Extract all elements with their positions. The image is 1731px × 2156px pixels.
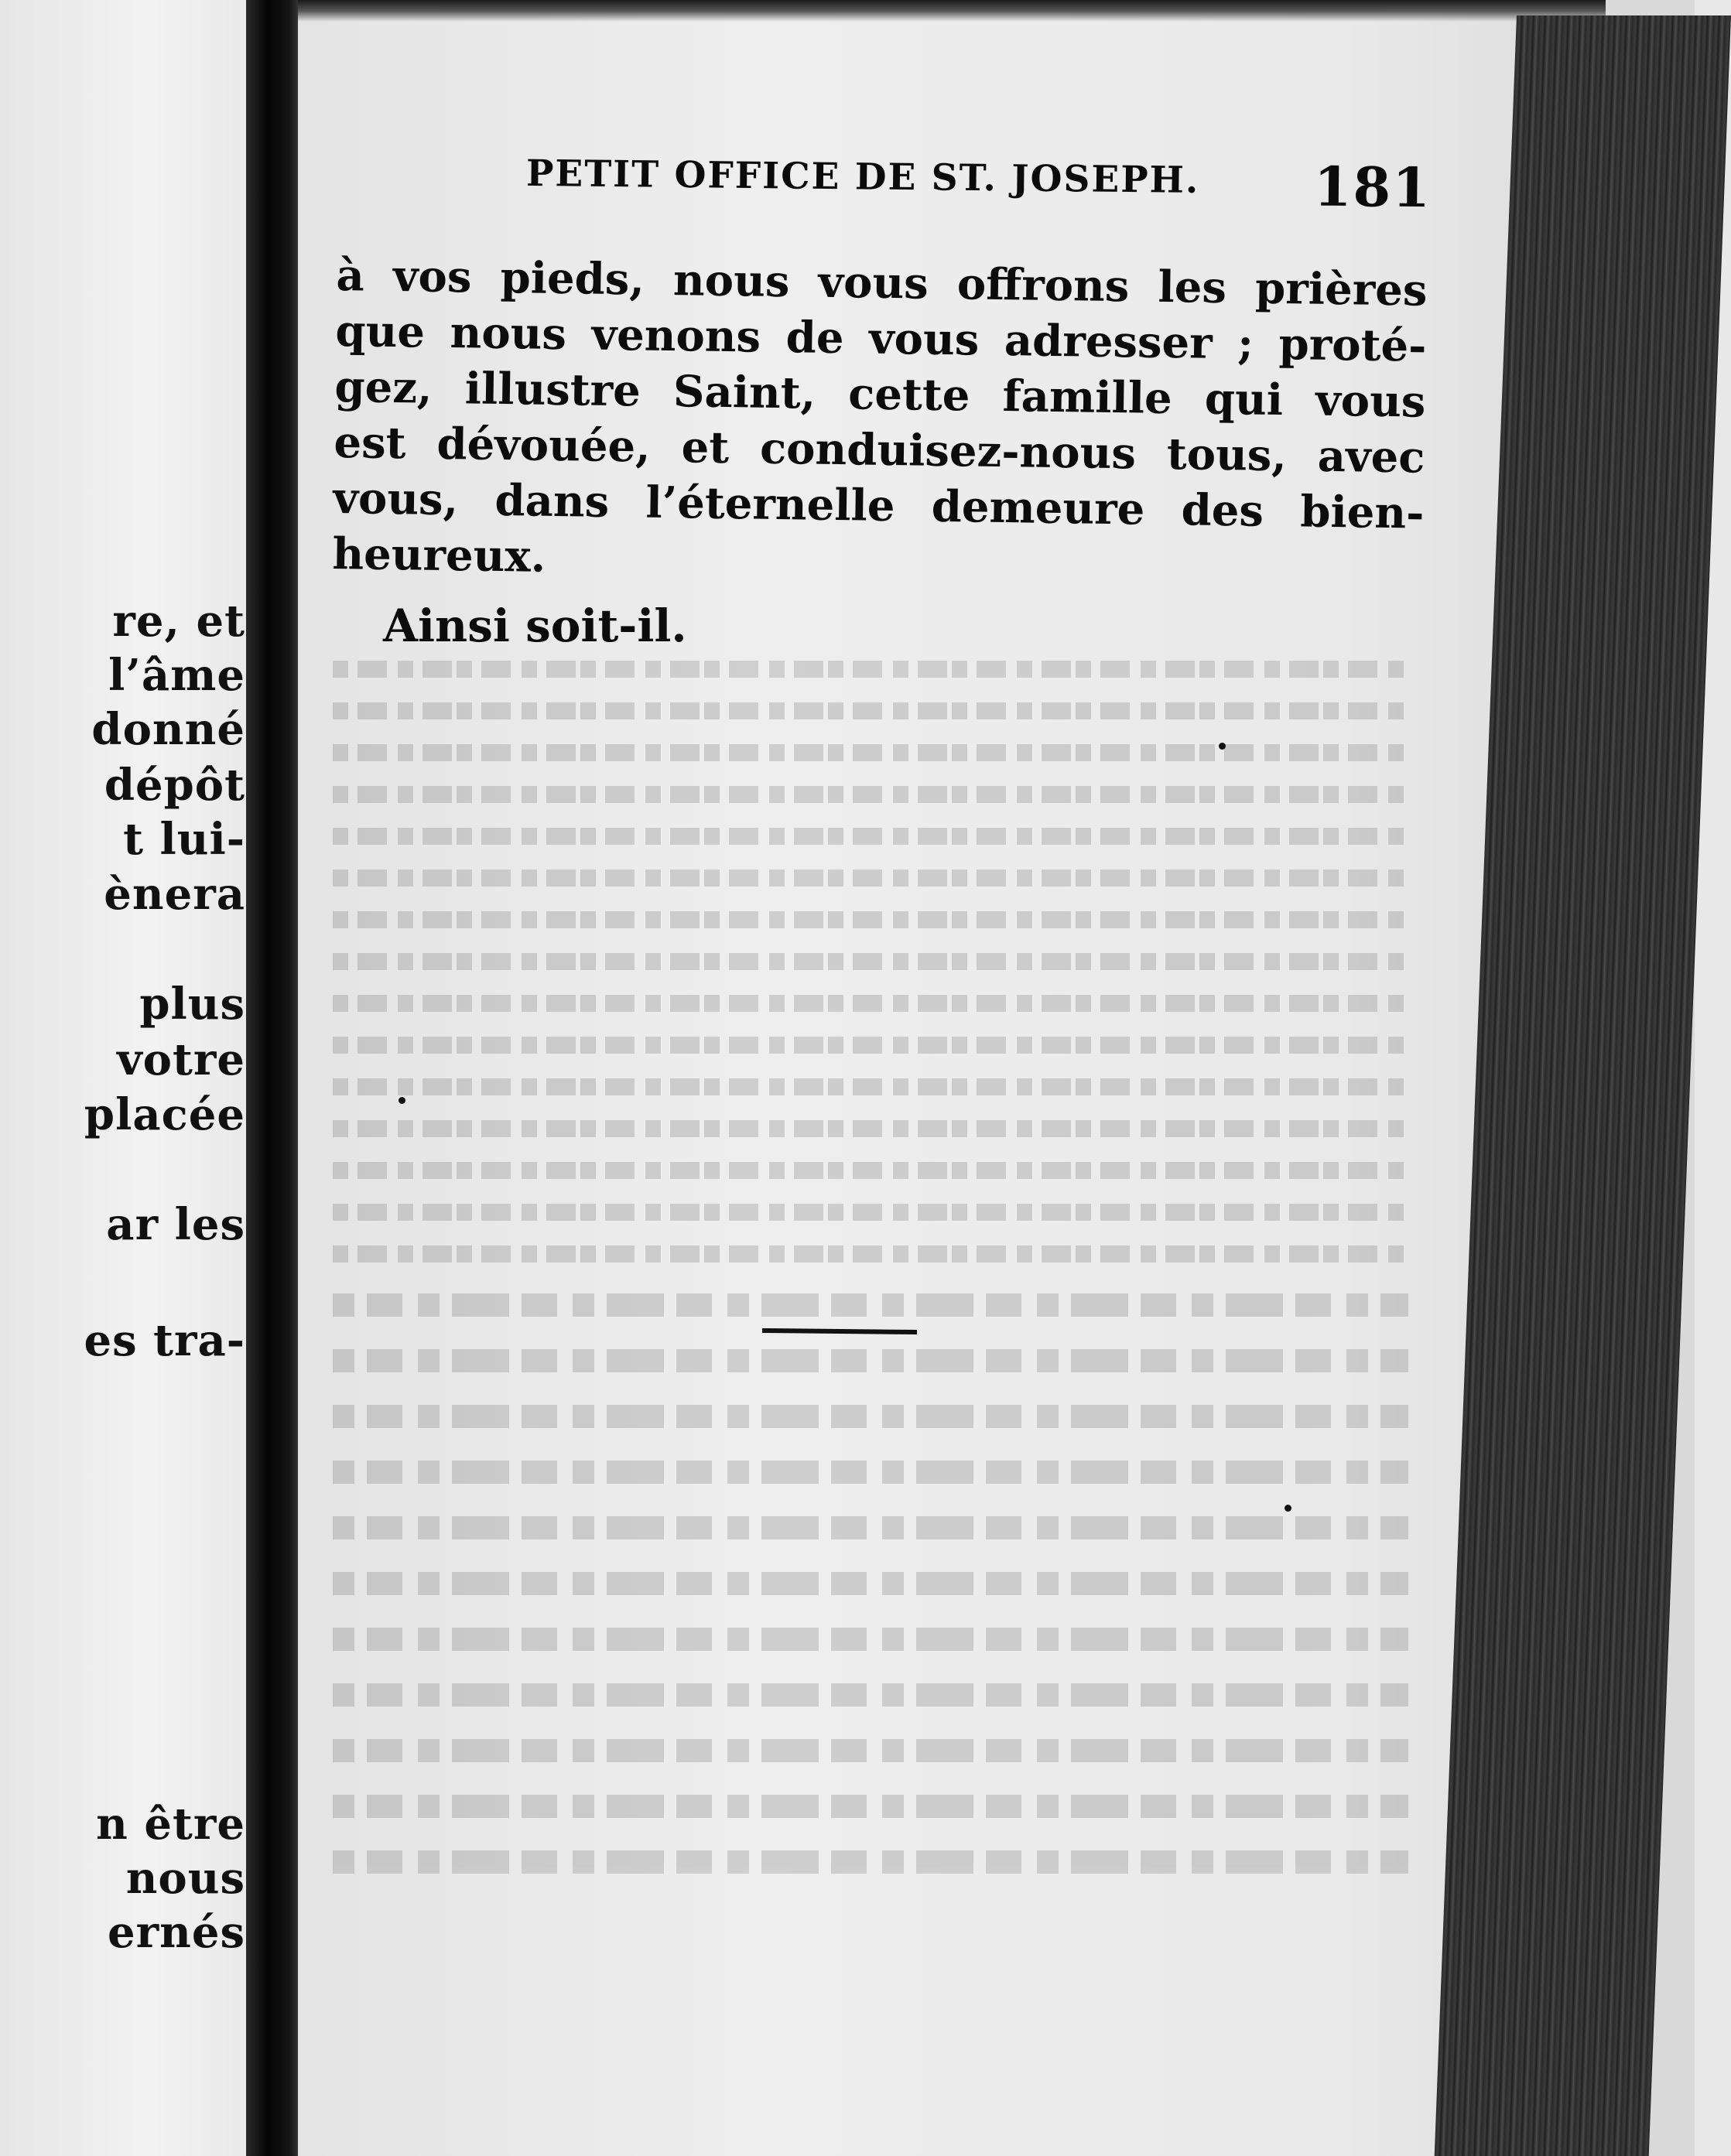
facing-page-line: ernés	[107, 1907, 245, 1958]
body-line: vous, dans l’éternelle demeure des bien-	[333, 472, 1425, 539]
body-paragraph	[332, 248, 1428, 597]
facing-page-line: n être	[96, 1799, 245, 1850]
body-line: à vos pieds, nous vous offrons les prières	[336, 249, 1428, 316]
facing-page-line: ènera	[104, 869, 245, 920]
closing-amen: Ainsi soit-il.	[383, 600, 687, 652]
facing-page-line: nous	[125, 1853, 245, 1904]
ink-speck	[1285, 1505, 1291, 1512]
ink-speck	[399, 1097, 405, 1104]
body-line: gez, illustre Saint, cette famille qui vous	[334, 360, 1426, 428]
facing-page-line: es tra-	[84, 1315, 245, 1366]
ink-speck	[1219, 743, 1226, 750]
body-line: est dévouée, et conduisez-nous tous, avec	[334, 416, 1425, 483]
facing-page-line: donné	[91, 704, 245, 755]
running-title: PETIT OFFICE DE ST. JOSEPH.	[525, 152, 1200, 202]
facing-page-line: dépôt	[104, 760, 245, 811]
running-head	[525, 146, 1432, 220]
facing-page-line: l’âme	[108, 650, 245, 701]
facing-page-line: t lui-	[123, 814, 245, 865]
facing-page-line: placée	[84, 1089, 245, 1140]
page-number: 181	[1313, 154, 1432, 220]
body-line: que nous venons de vous adresser ; proté-	[335, 305, 1427, 372]
facing-page-line: re, et	[112, 596, 245, 647]
book-gutter	[246, 0, 300, 2156]
body-line: heureux.	[332, 528, 546, 583]
facing-page-line: plus	[139, 979, 245, 1030]
show-through-verso	[333, 650, 1408, 1889]
facing-page-line: votre	[117, 1034, 245, 1085]
top-edge-shadow	[298, 0, 1606, 22]
facing-page-line: ar les	[106, 1199, 245, 1250]
facing-page-fragment	[0, 0, 251, 2156]
